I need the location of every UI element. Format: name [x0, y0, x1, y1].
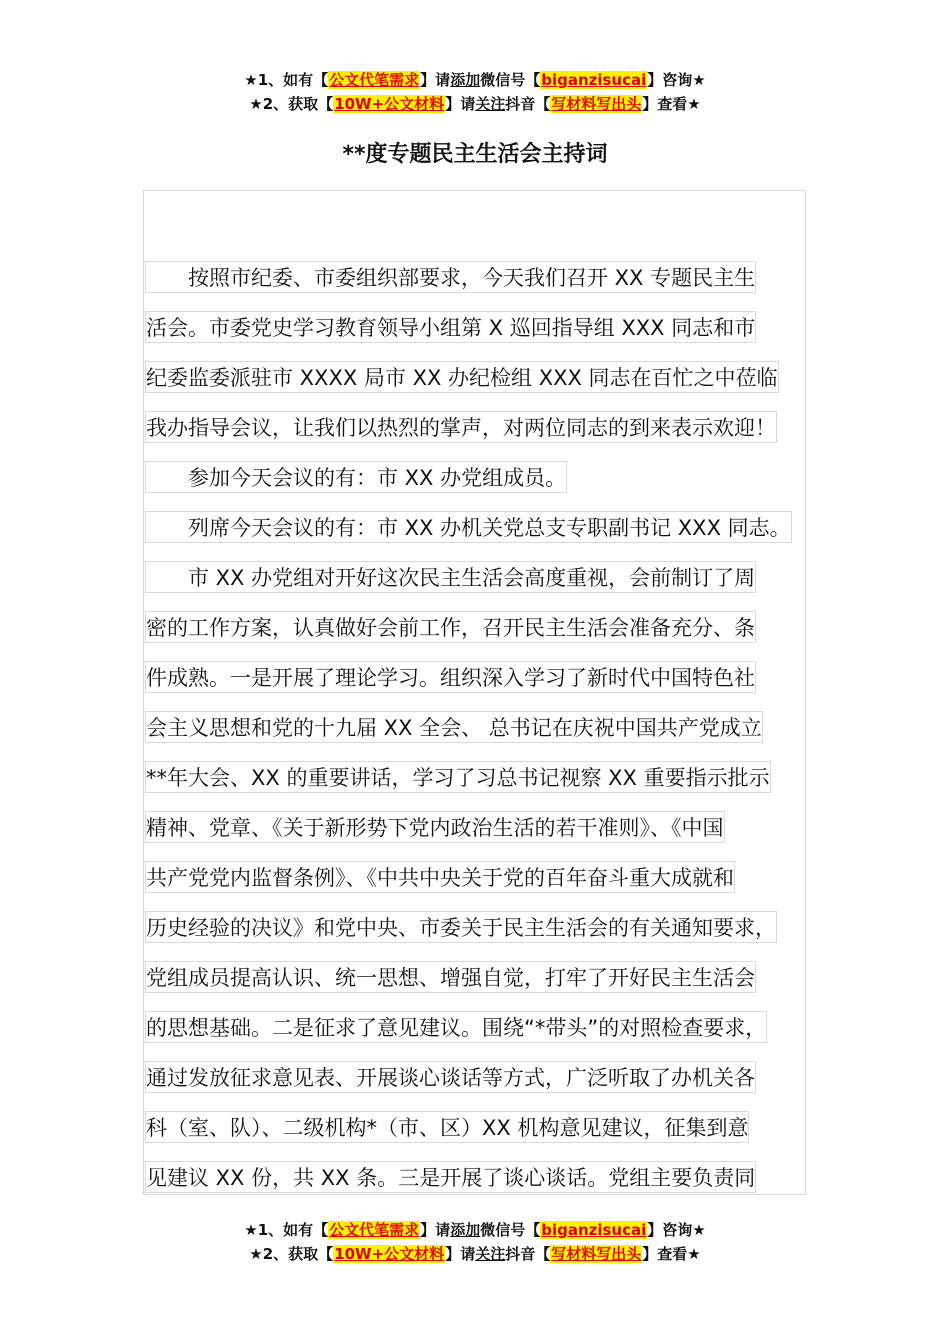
document-title: **度专题民主生活会主持词: [342, 142, 608, 167]
promo-text: ★1、如有【: [244, 1221, 329, 1239]
promo-douyin-name: 写材料写出头: [551, 1245, 642, 1263]
text-line-content: 通过发放征求意见表、开展谈心谈话等方式，广泛听取了办机关各: [145, 1061, 756, 1093]
text-line-content: 会主义思想和党的十九届 XX 全会、 总书记在庆祝中国共产党成立: [145, 711, 763, 743]
promo-highlight: 10W+公文材料: [334, 95, 445, 113]
text-line: [145, 652, 845, 702]
text-line: [145, 302, 845, 352]
text-line-content: 纪委监委派驻市 XXXX 局市 XX 办纪检组 XXX 同志在百忙之中莅临: [145, 361, 779, 393]
promo-text: 抖音【: [505, 1245, 551, 1263]
text-line: [145, 452, 845, 502]
text-line: [145, 952, 845, 1002]
text-line-content: 市 XX 办党组对开好这次民主生活会高度重视，会前制订了周: [145, 561, 756, 593]
text-line: [145, 1052, 845, 1102]
text-line: [145, 702, 845, 752]
promo-wechat-id: biganzisucai: [541, 1221, 647, 1239]
promo-banner-top: [0, 68, 950, 116]
promo-douyin-name: 写材料写出头: [551, 95, 642, 113]
text-line-content: 党组成员提高认识、统一思想、增强自觉，打牢了开好民主生活会: [145, 961, 756, 993]
text-line-content: 历史经验的决议》和党中央、市委关于民主生活会的有关通知要求，: [145, 911, 777, 943]
promo-emphasis: 关注: [475, 1245, 506, 1263]
promo-emphasis: 添加: [450, 71, 481, 89]
text-line-content: 共产党党内监督条例》、《中共中央关于党的百年奋斗重大成就和: [145, 861, 735, 893]
text-line-content: 密的工作方案，认真做好会前工作，召开民主生活会准备充分、条: [145, 611, 756, 643]
text-line: [145, 352, 845, 402]
text-line: [145, 902, 845, 952]
promo-text: ★1、如有【: [244, 71, 329, 89]
text-line: [145, 552, 845, 602]
promo-line-1: [0, 1218, 950, 1242]
promo-text: 】查看★: [642, 95, 701, 113]
text-line: [145, 502, 845, 552]
promo-line-1: [0, 68, 950, 92]
promo-highlight: 公文代笔需求: [329, 71, 420, 89]
text-line-content: 科（室、队）、二级机构*（市、区）XX 机构意见建议，征集到意: [145, 1111, 749, 1143]
text-line-content: 精神、党章、《关于新形势下党内政治生活的若干准则》、《中国: [145, 811, 725, 843]
text-line: [145, 402, 845, 452]
promo-highlight: 10W+公文材料: [334, 1245, 445, 1263]
text-line: [145, 852, 845, 902]
promo-text: ★2、获取【: [249, 1245, 334, 1263]
promo-text: 微信号【: [480, 71, 541, 89]
promo-highlight: 公文代笔需求: [329, 1221, 420, 1239]
promo-text: ★2、获取【: [249, 95, 334, 113]
text-line-content: 参加今天会议的有：市 XX 办党组成员。: [145, 461, 567, 493]
promo-text: 】咨询★: [647, 1221, 706, 1239]
text-line: [145, 602, 845, 652]
text-line: [145, 252, 845, 302]
text-line: [145, 1152, 845, 1202]
text-line-content: 见建议 XX 份，共 XX 条。三是开展了谈心谈话。党组主要负责同: [145, 1161, 756, 1193]
promo-text: 】请: [445, 1245, 476, 1263]
text-line: [145, 1002, 845, 1052]
promo-line-2: [0, 92, 950, 116]
promo-text: 】请: [445, 95, 476, 113]
promo-text: 】咨询★: [647, 71, 706, 89]
promo-text: 】请: [420, 71, 451, 89]
promo-text: 抖音【: [505, 95, 551, 113]
text-line: [145, 752, 845, 802]
promo-banner-bottom: [0, 1218, 950, 1266]
promo-line-2: [0, 1242, 950, 1266]
text-line: [145, 1102, 845, 1152]
text-line-content: 列席今天会议的有：市 XX 办机关党总支专职副书记 XXX 同志。: [145, 511, 792, 543]
text-line-content: 活会。市委党史学习教育领导小组第 X 巡回指导组 XXX 同志和市: [145, 311, 756, 343]
promo-text: 微信号【: [480, 1221, 541, 1239]
promo-emphasis: 关注: [475, 95, 506, 113]
text-line-content: 的思想基础。二是征求了意见建议。围绕“*带头”的对照检查要求，: [145, 1011, 767, 1043]
text-line-content: 按照市纪委、市委组织部要求，今天我们召开 XX 专题民主生: [145, 261, 756, 293]
text-line: [145, 802, 845, 852]
promo-emphasis: 添加: [450, 1221, 481, 1239]
text-line-content: 我办指导会议，让我们以热烈的掌声，对两位同志的到来表示欢迎！: [145, 411, 777, 443]
promo-wechat-id: biganzisucai: [541, 71, 647, 89]
document-body: [145, 252, 845, 1202]
promo-text: 】查看★: [642, 1245, 701, 1263]
promo-text: 】请: [420, 1221, 451, 1239]
text-line-content: 件成熟。一是开展了理论学习。组织深入学习了新时代中国特色社: [145, 661, 756, 693]
text-line-content: **年大会、XX 的重要讲话，学习了习总书记视察 XX 重要指示批示: [145, 761, 771, 793]
